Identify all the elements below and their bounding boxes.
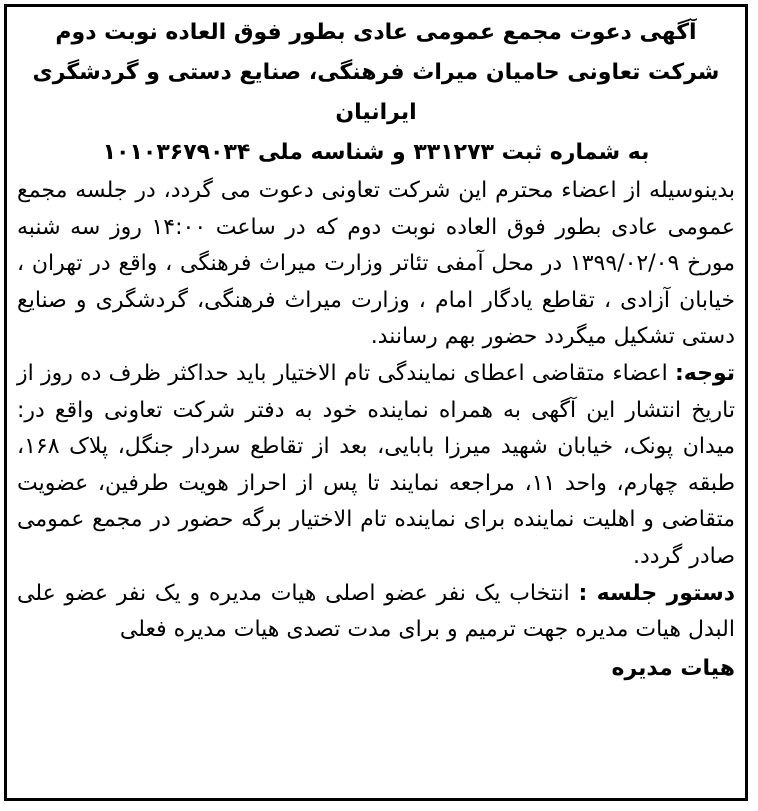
intro-text: بدینوسیله از اعضاء محترم این شرکت تعاونی دعوت می گردد، در جلسه مجمع عمومی عادی بطور فوق العاده نوبت دوم که در ساعت ۱۴:۰۰ روز سه شنبه مورخ ۱۳۹۹/۰۲/۰۹ در محل آمفی تئاتر وزارت میراث فرهنگی ، واقع در تهران ، خیابان آزادی ، تقاطع یادگار امام ، وزارت میراث فرهنگی، گردشگری و صنایع دستی تشکیل میگردد حضور بهم رسانند. — [17, 178, 736, 350]
board-signature: هیات مدیره — [611, 655, 735, 681]
notice-title-line-2: شرکت تعاونی حامیان میراث فرهنگی، صنایع دستی و گردشگری ایرانیان — [32, 60, 720, 125]
note-label: توجه: — [674, 360, 736, 386]
agenda-paragraph — [17, 576, 735, 649]
notice-title-line-3: به شماره ثبت ۳۳۱۲۷۳ و شناسه ملی ۱۰۱۰۳۶۷۹۰۳۴ — [102, 140, 650, 165]
agenda-text: انتخاب یک نفر عضو اصلی هیات مدیره و یک نفر عضو علی البدل هیات مدیره جهت ترمیم و برای مدت تصدی هیات مدیره فعلی — [17, 580, 735, 643]
note-paragraph — [17, 356, 735, 576]
notice-box — [4, 4, 748, 801]
note-text: اعضاء متقاضی اعطای نمایندگی تام الاختیار باید حداکثر ظرف ده روز از تاریخ انتشار این آگهی به همراه نماینده خود به دفتر شرکت تعاونی واقع در: میدان پونک، خیابان شهید میرزا بابایی، بعد از تقاطع سردار جنگل، پلاک ۱۶۸، طبقه چهارم، واحد ۱۱، مراجعه نمایند تا پس از احراز هویت طرفین، عضویت متقاضی و اهلیت نماینده برای نماینده تام الاختیار برگه حضور در مجمع عمومی صادر گردد. — [17, 360, 735, 569]
notice-title-line-1: آگهی دعوت مجمع عمومی عادی بطور فوق العاده نوبت دوم — [55, 20, 697, 45]
intro-paragraph — [17, 173, 735, 356]
agenda-label: دستور جلسه : — [578, 580, 736, 606]
